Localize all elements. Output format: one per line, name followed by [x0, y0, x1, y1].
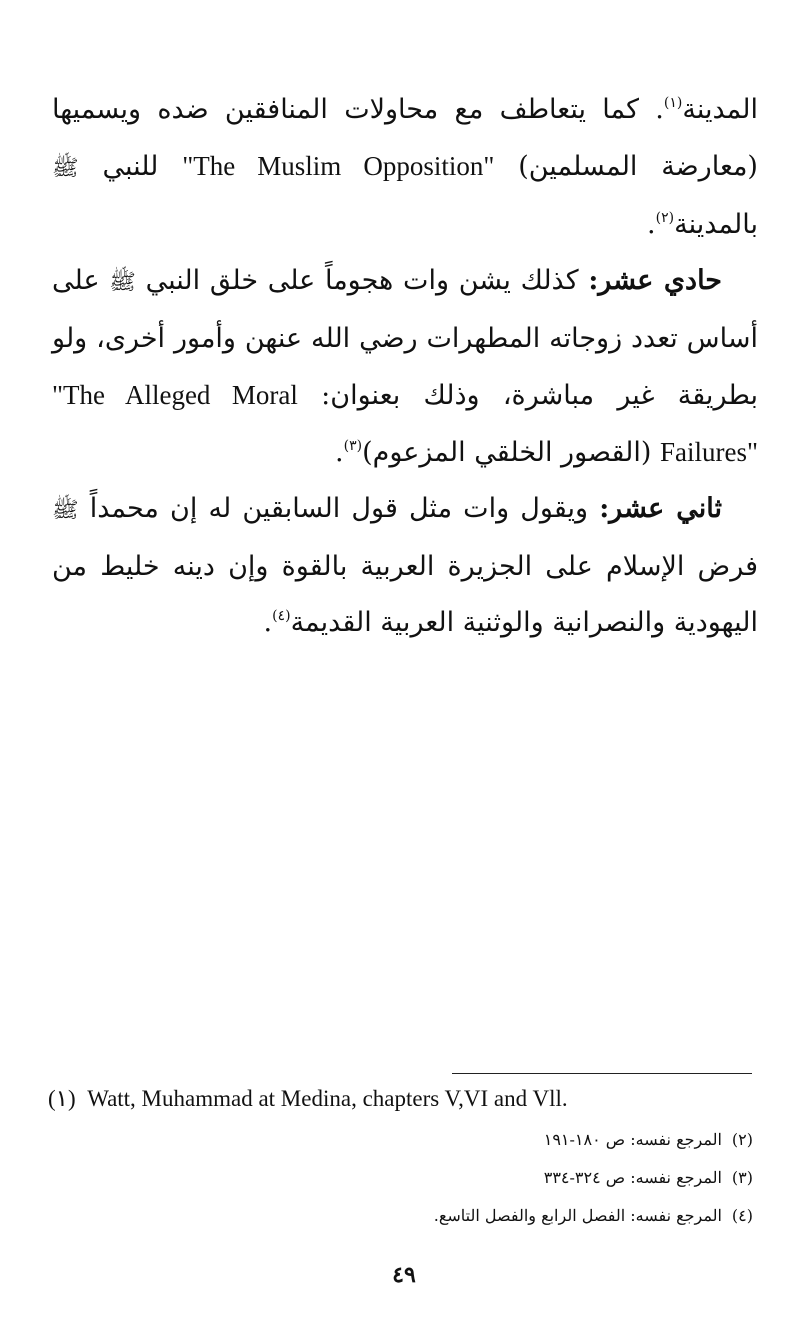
footnote-ref-1: (١) — [663, 95, 683, 111]
paragraph-2-text-b: على أساس تعدد زوجاته المطهرات رضي الله عنهن وأمور أخرى، ولو بطريقة غير مباشرة، وذلك بعنوان: — [52, 265, 759, 411]
paragraph-2-heading: حادي عشر: — [588, 265, 723, 296]
paragraph-3-text-b: فرض الإسلام على الجزيرة العربية بالقوة وإن دينه خليط من اليهودية والنصرانية والوثنية العربية القديمة — [52, 551, 758, 638]
footnote-ref-2: (٢) — [655, 210, 675, 226]
paragraph-2-text-c: (القصور الخلقي المزعوم) — [362, 437, 652, 468]
footnote-1-number: (١) — [48, 1086, 76, 1111]
latin-phrase: "The Alleged Moral Failures" — [52, 380, 758, 467]
footnote-1-text: Watt, Muhammad at Medina, chapters V,VI and Vll. — [87, 1086, 568, 1111]
footnote-2-text: المرجع نفسه: ص ١٨٠-١٩١ — [543, 1130, 722, 1149]
paragraph-2 — [52, 253, 758, 481]
page-number: ٤٩ — [392, 1262, 416, 1288]
salawat-mark: ﷺ — [109, 270, 136, 295]
paragraph-1-text-a: المدينة — [682, 94, 758, 125]
footnote-3 — [53, 1168, 753, 1187]
salawat-mark: ﷺ — [52, 498, 79, 523]
paragraph-1-text-b: . كما يتعاطف مع محاولات المنافقين ضده ويسميها (معارضة المسلمين) — [52, 94, 758, 182]
paragraph-3 — [52, 481, 758, 651]
paragraph-1-text-d: بالمدينة — [674, 209, 758, 240]
paragraph-1 — [52, 82, 758, 253]
footnote-2 — [53, 1130, 753, 1149]
paragraph-1-text-c: للنبي — [102, 151, 159, 182]
footnote-4-text: المرجع نفسه: الفصل الرابع والفصل التاسع. — [433, 1206, 722, 1225]
footnote-3-text: المرجع نفسه: ص ٣٢٤-٣٣٤ — [543, 1168, 722, 1187]
body-text — [52, 82, 758, 651]
footnote-ref-3: (٣) — [343, 438, 363, 454]
paragraph-1-text-e: . — [647, 209, 656, 240]
salawat-mark: ﷺ — [52, 156, 79, 181]
paragraph-3-heading: ثاني عشر: — [599, 493, 722, 524]
footnote-1 — [48, 1086, 748, 1112]
paragraph-3-text-c: . — [263, 607, 273, 638]
paragraph-2-text-d: . — [335, 437, 344, 468]
footnote-separator — [452, 1073, 752, 1074]
paragraph-2-text-a: كذلك يشن وات هجوماً على خلق النبي — [145, 265, 579, 296]
footnote-3-number: (٣) — [731, 1168, 753, 1187]
footnote-4 — [53, 1206, 753, 1225]
footnote-ref-4: (٤) — [272, 608, 291, 624]
latin-phrase: "The Muslim Opposition" — [182, 151, 495, 181]
footnote-2-number: (٢) — [731, 1130, 753, 1149]
footnote-4-number: (٤) — [731, 1206, 753, 1225]
paragraph-3-text-a: ويقول وات مثل قول السابقين له إن محمداً — [89, 493, 589, 524]
